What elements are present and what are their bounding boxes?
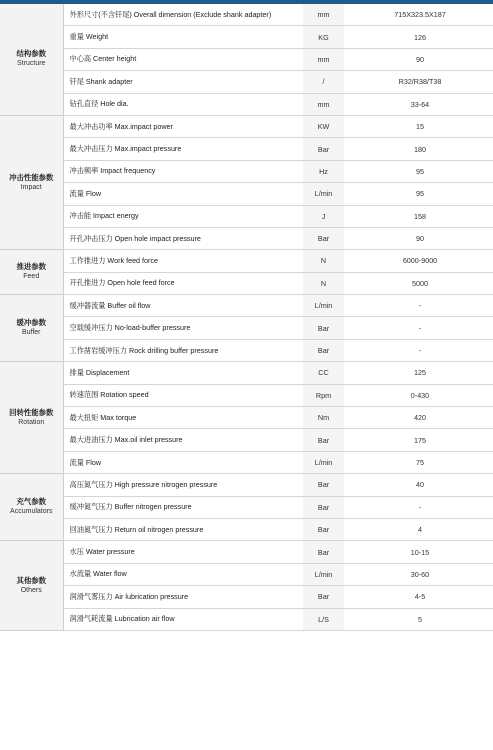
group-label-zh: 结构参数	[16, 49, 47, 59]
parameter-name: 排量 Displacement	[63, 362, 303, 384]
parameter-value: 0-430	[347, 384, 493, 406]
parameter-unit: Bar	[303, 317, 344, 339]
group-label-zh: 其他参数	[16, 575, 47, 585]
table-row	[0, 518, 493, 540]
parameter-value: 95	[347, 183, 493, 205]
parameter-name: 空载缓冲压力 No-load-buffer pressure	[63, 317, 303, 339]
table-row	[0, 339, 493, 361]
group-label-en: Accumulators	[10, 508, 53, 516]
table-row	[0, 160, 493, 182]
group-label	[0, 362, 63, 474]
table-row	[0, 384, 493, 406]
parameter-value: 180	[347, 138, 493, 160]
parameter-name: 高压氮气压力 High pressure nitrogen pressure	[63, 474, 303, 496]
parameter-value: 90	[347, 227, 493, 249]
group-label	[0, 474, 63, 541]
parameter-value: 95	[347, 160, 493, 182]
parameter-name: 缓冲器流量 Buffer oil flow	[63, 295, 303, 317]
parameter-value: -	[347, 496, 493, 518]
table-row	[0, 317, 493, 339]
parameter-value: 40	[347, 474, 493, 496]
parameter-value: 75	[347, 451, 493, 473]
parameter-value: 175	[347, 429, 493, 451]
parameter-name: 工作凿岩缓冲压力 Rock drilling buffer pressure	[63, 339, 303, 361]
parameter-name: 工作推进力 Work feed force	[63, 250, 303, 272]
parameter-name: 钎尾 Shank adapter	[63, 71, 303, 93]
parameter-value: 126	[347, 26, 493, 48]
table-row	[0, 205, 493, 227]
parameter-unit: Bar	[303, 339, 344, 361]
group-label-en: Impact	[20, 183, 42, 191]
table-row	[0, 227, 493, 249]
parameter-value: 158	[347, 205, 493, 227]
parameter-unit: Bar	[303, 227, 344, 249]
parameter-unit: KG	[303, 26, 344, 48]
group-label-en: Buffer	[21, 329, 41, 337]
group-label-zh: 冲击性能参数	[9, 172, 54, 182]
group-label	[0, 541, 63, 631]
table-row	[0, 115, 493, 137]
parameter-name: 中心高 Center height	[63, 48, 303, 70]
parameter-value: 715X323.5X187	[347, 4, 493, 26]
group-label-en: Others	[20, 586, 42, 594]
table-row	[0, 586, 493, 608]
parameter-value: 125	[347, 362, 493, 384]
group-label-zh: 充气参数	[16, 497, 47, 507]
parameter-unit: L/min	[303, 295, 344, 317]
table-row	[0, 138, 493, 160]
parameter-value: 4-5	[347, 586, 493, 608]
parameter-name: 重量 Weight	[63, 26, 303, 48]
table-row	[0, 295, 493, 317]
parameter-name: 流量 Flow	[63, 451, 303, 473]
parameter-unit: CC	[303, 362, 344, 384]
parameter-value: 10-15	[347, 541, 493, 563]
parameter-name: 润滑气雾压力 Air lubrication pressure	[63, 586, 303, 608]
parameter-name: 外形尺寸(不含钎尾) Overall dimension (Exclude shank adapter)	[63, 4, 303, 26]
parameter-unit: mm	[303, 93, 344, 115]
table-row	[0, 250, 493, 272]
parameter-name: 冲击频率 Impact frequency	[63, 160, 303, 182]
parameter-value: 15	[347, 115, 493, 137]
group-label	[0, 295, 63, 362]
parameter-name: 最大冲击压力 Max.impact pressure	[63, 138, 303, 160]
group-label	[0, 4, 63, 115]
parameter-unit: Bar	[303, 541, 344, 563]
table-row	[0, 429, 493, 451]
group-label	[0, 250, 63, 295]
specification-table	[0, 4, 493, 631]
parameter-value: -	[347, 339, 493, 361]
parameter-unit: Nm	[303, 407, 344, 429]
table-row	[0, 563, 493, 585]
table-row	[0, 407, 493, 429]
table-row	[0, 272, 493, 294]
parameter-unit: mm	[303, 4, 344, 26]
parameter-name: 开孔冲击压力 Open hole impact pressure	[63, 227, 303, 249]
parameter-unit: KW	[303, 115, 344, 137]
parameter-value: R32/R38/T38	[347, 71, 493, 93]
parameter-name: 最大冲击功率 Max.impact power	[63, 115, 303, 137]
parameter-name: 最大扭矩 Max torque	[63, 407, 303, 429]
parameter-name: 钻孔直径 Hole dia.	[63, 93, 303, 115]
table-row	[0, 93, 493, 115]
table-row	[0, 474, 493, 496]
parameter-name: 冲击能 Impact energy	[63, 205, 303, 227]
parameter-name: 转速范围 Rotation speed	[63, 384, 303, 406]
parameter-value: 420	[347, 407, 493, 429]
parameter-unit: Bar	[303, 474, 344, 496]
table-row	[0, 71, 493, 93]
parameter-name: 润滑气耗流量 Lubrication air flow	[63, 608, 303, 630]
parameter-name: 最大进油压力 Max.oil inlet pressure	[63, 429, 303, 451]
parameter-name: 流量 Flow	[63, 183, 303, 205]
parameter-unit: L/min	[303, 451, 344, 473]
parameter-unit: Rpm	[303, 384, 344, 406]
parameter-value: 6000-9000	[347, 250, 493, 272]
table-row	[0, 541, 493, 563]
group-label-zh: 缓冲参数	[16, 318, 47, 328]
parameter-name: 回油氮气压力 Return oil nitrogen pressure	[63, 518, 303, 540]
parameter-unit: J	[303, 205, 344, 227]
group-label-zh: 回转性能参数	[9, 407, 54, 417]
group-label-en: Feed	[23, 273, 40, 281]
table-row	[0, 48, 493, 70]
parameter-unit: L/min	[303, 563, 344, 585]
parameter-unit: Bar	[303, 138, 344, 160]
table-row	[0, 608, 493, 630]
group-label	[0, 115, 63, 249]
parameter-unit: N	[303, 250, 344, 272]
parameter-unit: Bar	[303, 518, 344, 540]
table-row	[0, 451, 493, 473]
table-row	[0, 26, 493, 48]
parameter-unit: mm	[303, 48, 344, 70]
parameter-value: -	[347, 317, 493, 339]
parameter-value: 5	[347, 608, 493, 630]
parameter-unit: L/min	[303, 183, 344, 205]
parameter-value: -	[347, 295, 493, 317]
table-row	[0, 362, 493, 384]
parameter-unit: Bar	[303, 496, 344, 518]
parameter-name: 水压 Water pressure	[63, 541, 303, 563]
group-label-zh: 推进参数	[16, 262, 47, 272]
parameter-value: 4	[347, 518, 493, 540]
parameter-name: 缓冲氮气压力 Buffer nitrogen pressure	[63, 496, 303, 518]
table-row	[0, 183, 493, 205]
parameter-name: 开孔推进力 Open hole feed force	[63, 272, 303, 294]
parameter-unit: Bar	[303, 429, 344, 451]
group-label-en: Rotation	[18, 418, 45, 426]
parameter-unit: L/S	[303, 608, 344, 630]
parameter-unit: Hz	[303, 160, 344, 182]
parameter-value: 30-60	[347, 563, 493, 585]
parameter-unit: N	[303, 272, 344, 294]
parameter-value: 5000	[347, 272, 493, 294]
parameter-value: 33-64	[347, 93, 493, 115]
parameter-unit: /	[303, 71, 344, 93]
parameter-unit: Bar	[303, 586, 344, 608]
parameter-name: 水流量 Water flow	[63, 563, 303, 585]
parameter-value: 90	[347, 48, 493, 70]
table-row	[0, 4, 493, 26]
group-label-en: Structure	[17, 60, 46, 68]
table-row	[0, 496, 493, 518]
